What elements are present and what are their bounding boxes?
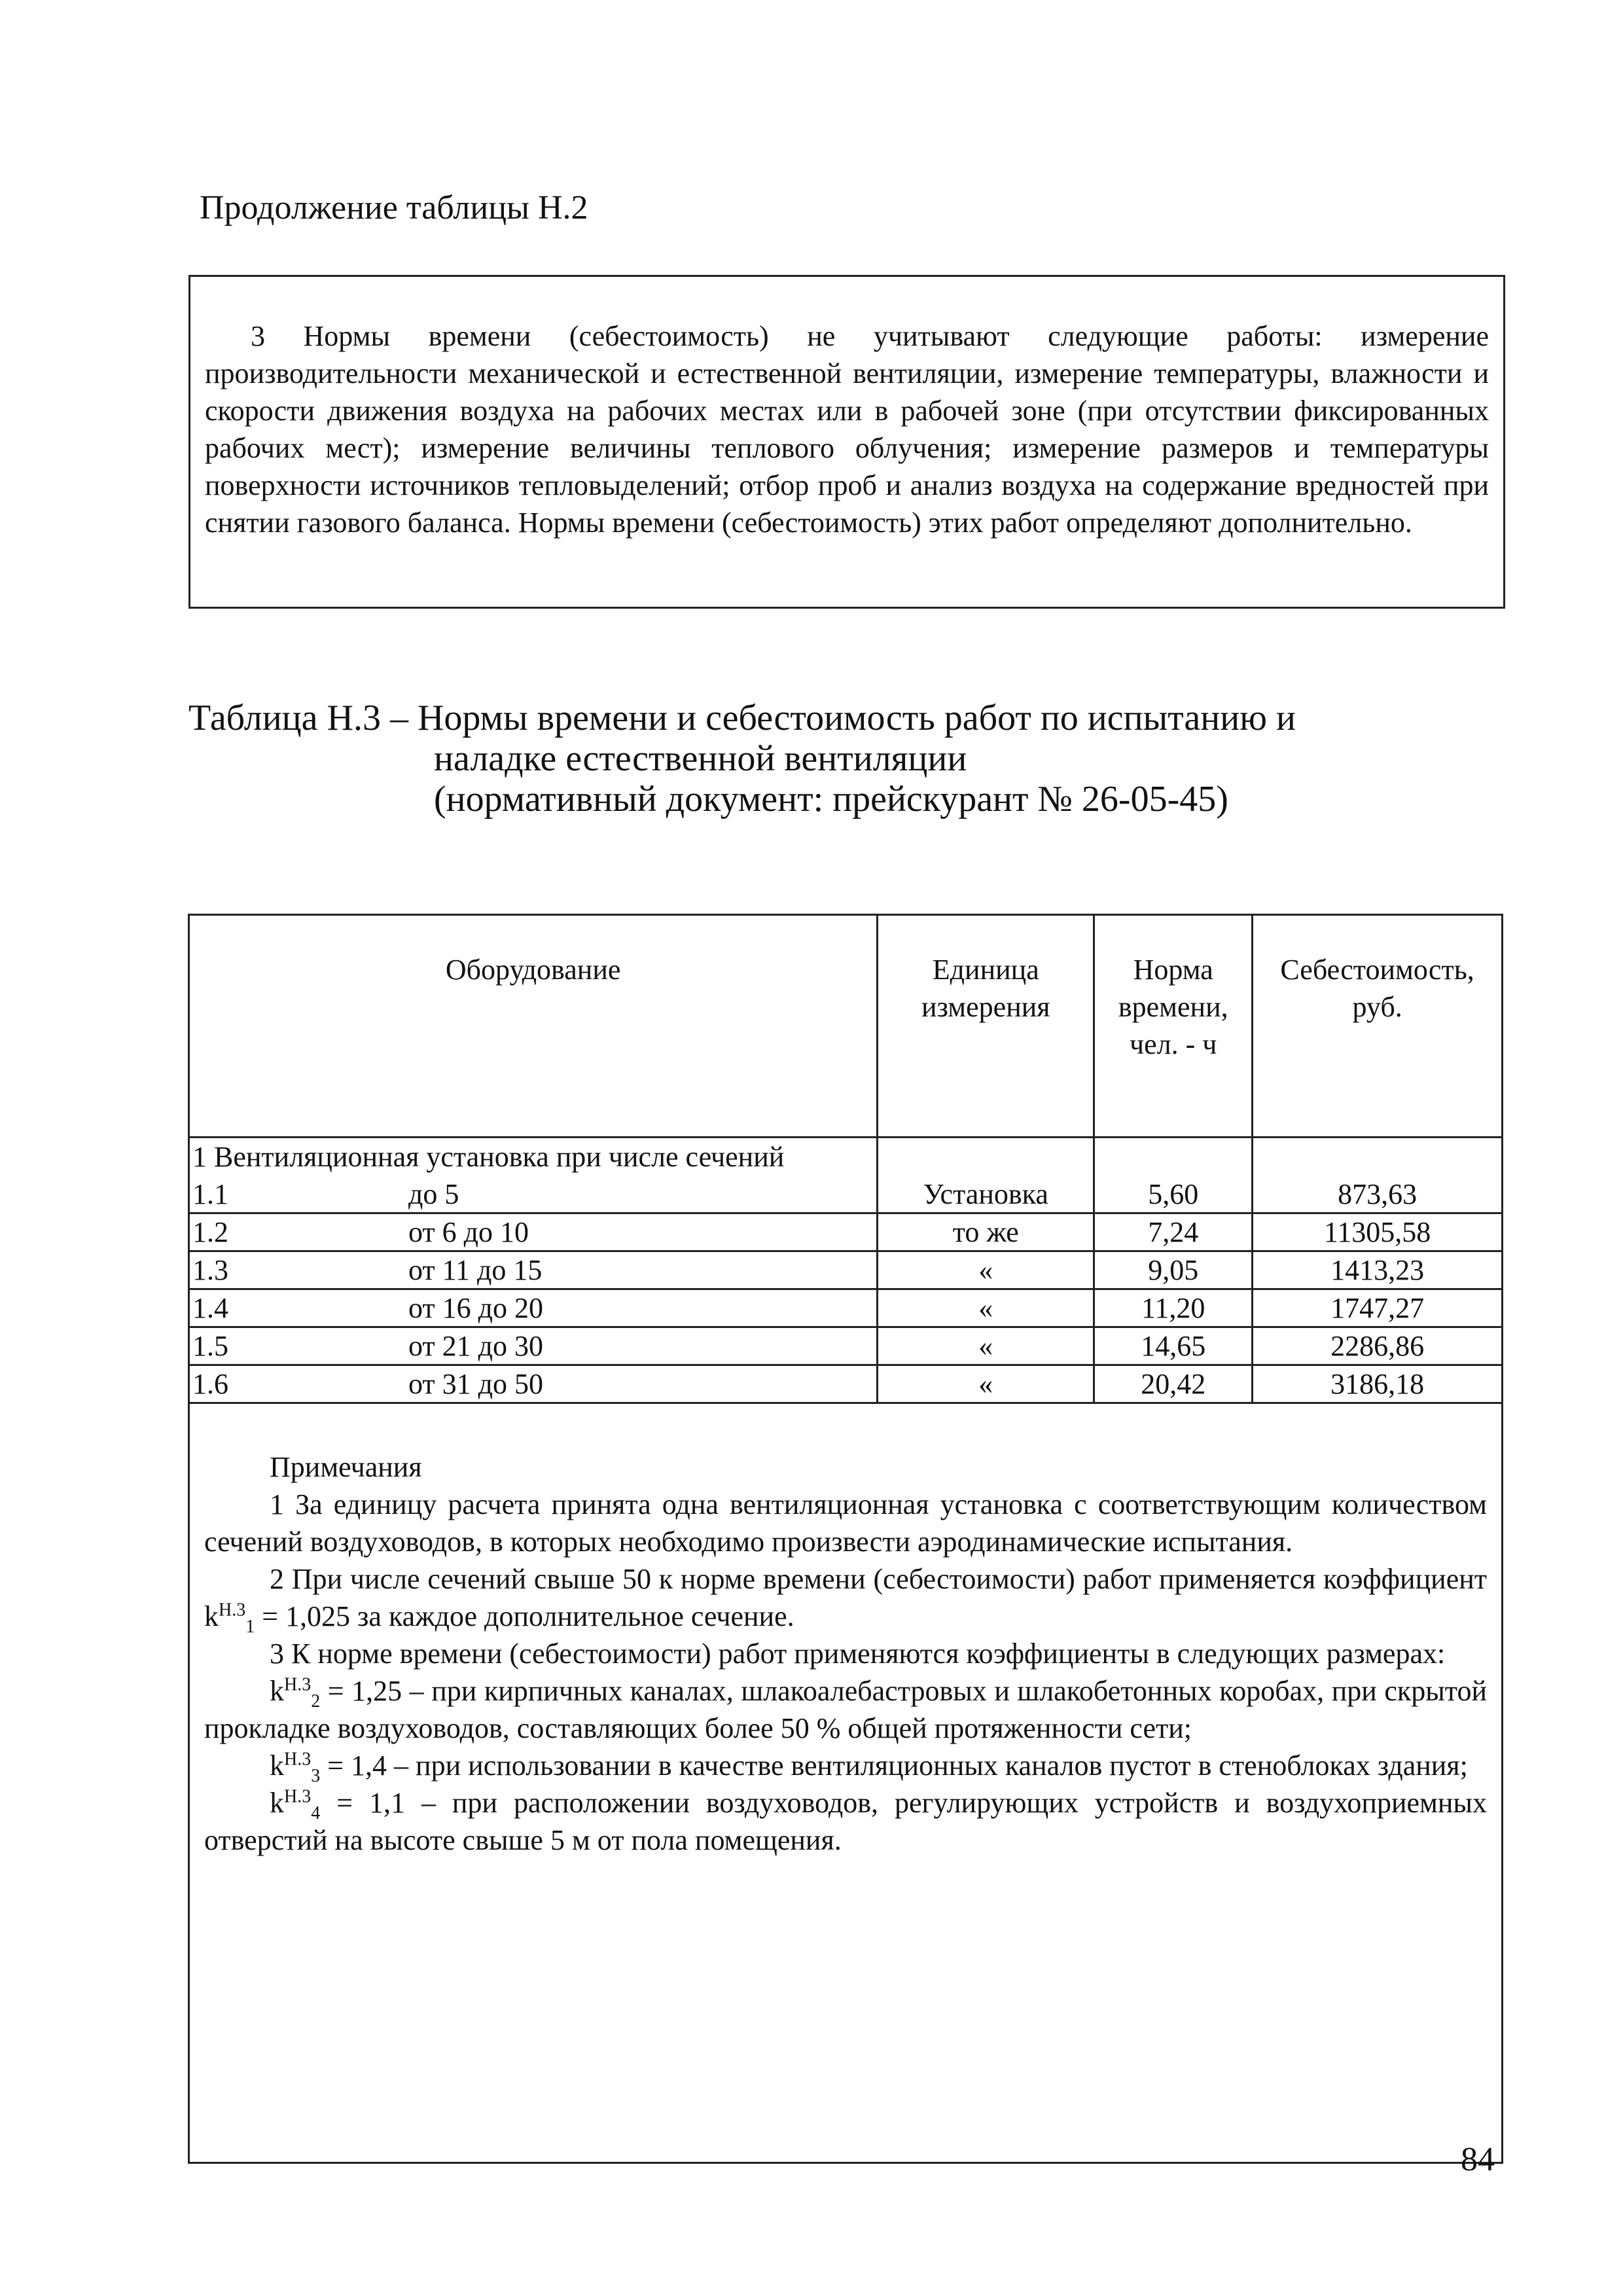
group-row (189, 1138, 1503, 1177)
table-row (189, 1176, 1503, 1213)
coef-k3: $k^{Н.3}_3 = 1,4$ – при использовании в качестве вентиляционных каналов пустот в стеноблоках здания; (270, 1749, 1468, 1786)
row-unit: « (878, 1289, 1094, 1327)
header-unit: Единица измерения (878, 915, 1094, 1138)
row-norm: 9,05 (1094, 1251, 1253, 1289)
row-number: 1.4 (192, 1292, 228, 1324)
note-box (188, 275, 1505, 609)
row-norm: 11,20 (1094, 1289, 1253, 1327)
norms-table (188, 914, 1503, 2164)
note-3-text: 3 Нормы времени (себестоимость) не учитывают следующие работы: измерение производительности механической и естественной вентиляции, измерение температуры, влажности и скорости движения воздуха на рабочих местах или в рабочей зоне (при отсутствии фиксированных рабочих мест); измерение величины теплового облучения; измерение размеров и температуры поверхности источников тепловыделений; отбор проб и анализ воздуха на содержание вредностей при снятии газового баланса. Нормы времени (себестоимость) этих работ определяют дополнительно. (205, 320, 1489, 539)
row-range: до 5 (408, 1178, 459, 1210)
row-unit: « (878, 1251, 1094, 1289)
row-unit: Установка (878, 1176, 1094, 1213)
table-row (189, 1251, 1503, 1289)
table-row (189, 1327, 1503, 1365)
page-number: 84 (1461, 2141, 1495, 2178)
notes-cell (189, 1403, 1503, 2163)
row-norm: 7,24 (1094, 1213, 1253, 1251)
note-2: 2 При числе сечений свыше 50 к норме времени (себестоимости) работ применяется коэффициент $k^{Н.3}_1 = 1,025$ за каждое дополнительное сечение. (204, 1563, 1487, 1637)
header-norm: Норма времени, чел. - ч (1094, 915, 1253, 1138)
row-cost: 3186,18 (1253, 1365, 1503, 1403)
table-row (189, 1289, 1503, 1327)
row-range: от 6 до 10 (408, 1216, 529, 1248)
group-row-label: 1 Вентиляционная установка при числе сечений (189, 1138, 878, 1177)
notes-row (189, 1403, 1503, 2163)
note-1: 1 За единицу расчета принята одна вентиляционная установка с соответствующим количеством сечений воздуховодов, в которых необходимо произвести аэродинамические испытания. (204, 1488, 1487, 1558)
coef-k4: $k^{Н.3}_4 = 1,1$ – при расположении воздуховодов, регулирующих устройств и воздухоприемных отверстий на высоте свыше 5 м от пола помещения. (204, 1786, 1487, 1856)
continuation-title: Продолжение таблицы Н.2 (200, 189, 588, 226)
notes-heading: Примечания (270, 1451, 422, 1483)
row-number: 1.1 (192, 1178, 228, 1210)
row-number: 1.5 (192, 1330, 228, 1362)
row-cost: 1413,23 (1253, 1251, 1503, 1289)
row-number: 1.3 (192, 1254, 228, 1286)
row-range: от 11 до 15 (408, 1254, 543, 1286)
row-range: от 31 до 50 (408, 1368, 544, 1400)
row-number: 1.2 (192, 1216, 228, 1248)
header-cost: Себестоимость, руб. (1253, 915, 1503, 1138)
coef-k2: $k^{Н.3}_2 = 1,25$ – при кирпичных каналах, шлакоалебастровых и шлакобетонных коробах, при скрытой прокладке воздуховодов, составляющих более 50 % общей протяженности сети; (204, 1674, 1487, 1744)
row-range: от 16 до 20 (408, 1292, 544, 1324)
row-cost: 11305,58 (1253, 1213, 1503, 1251)
header-equipment: Оборудование (189, 915, 878, 1138)
row-norm: 5,60 (1094, 1176, 1253, 1213)
table-title-line2: наладке естественной вентиляции (434, 738, 967, 779)
note-3: 3 К норме времени (себестоимости) работ применяются коэффициенты в следующих размерах: (270, 1638, 1446, 1670)
table-row (189, 1213, 1503, 1251)
row-cost: 873,63 (1253, 1176, 1503, 1213)
table-title-line3: (нормативный документ: прейскурант № 26-05-45) (434, 779, 1228, 819)
row-norm: 14,65 (1094, 1327, 1253, 1365)
row-range: от 21 до 30 (408, 1330, 544, 1362)
header-row (189, 915, 1503, 1138)
row-unit: « (878, 1327, 1094, 1365)
table-row (189, 1365, 1503, 1403)
row-norm: 20,42 (1094, 1365, 1253, 1403)
row-cost: 1747,27 (1253, 1289, 1503, 1327)
row-cost: 2286,86 (1253, 1327, 1503, 1365)
row-number: 1.6 (192, 1368, 228, 1400)
table-title-line1: Таблица Н.3 – Нормы времени и себестоимость работ по испытанию и (188, 698, 1296, 738)
row-unit: то же (878, 1213, 1094, 1251)
row-unit: « (878, 1365, 1094, 1403)
table-title (188, 698, 1296, 819)
